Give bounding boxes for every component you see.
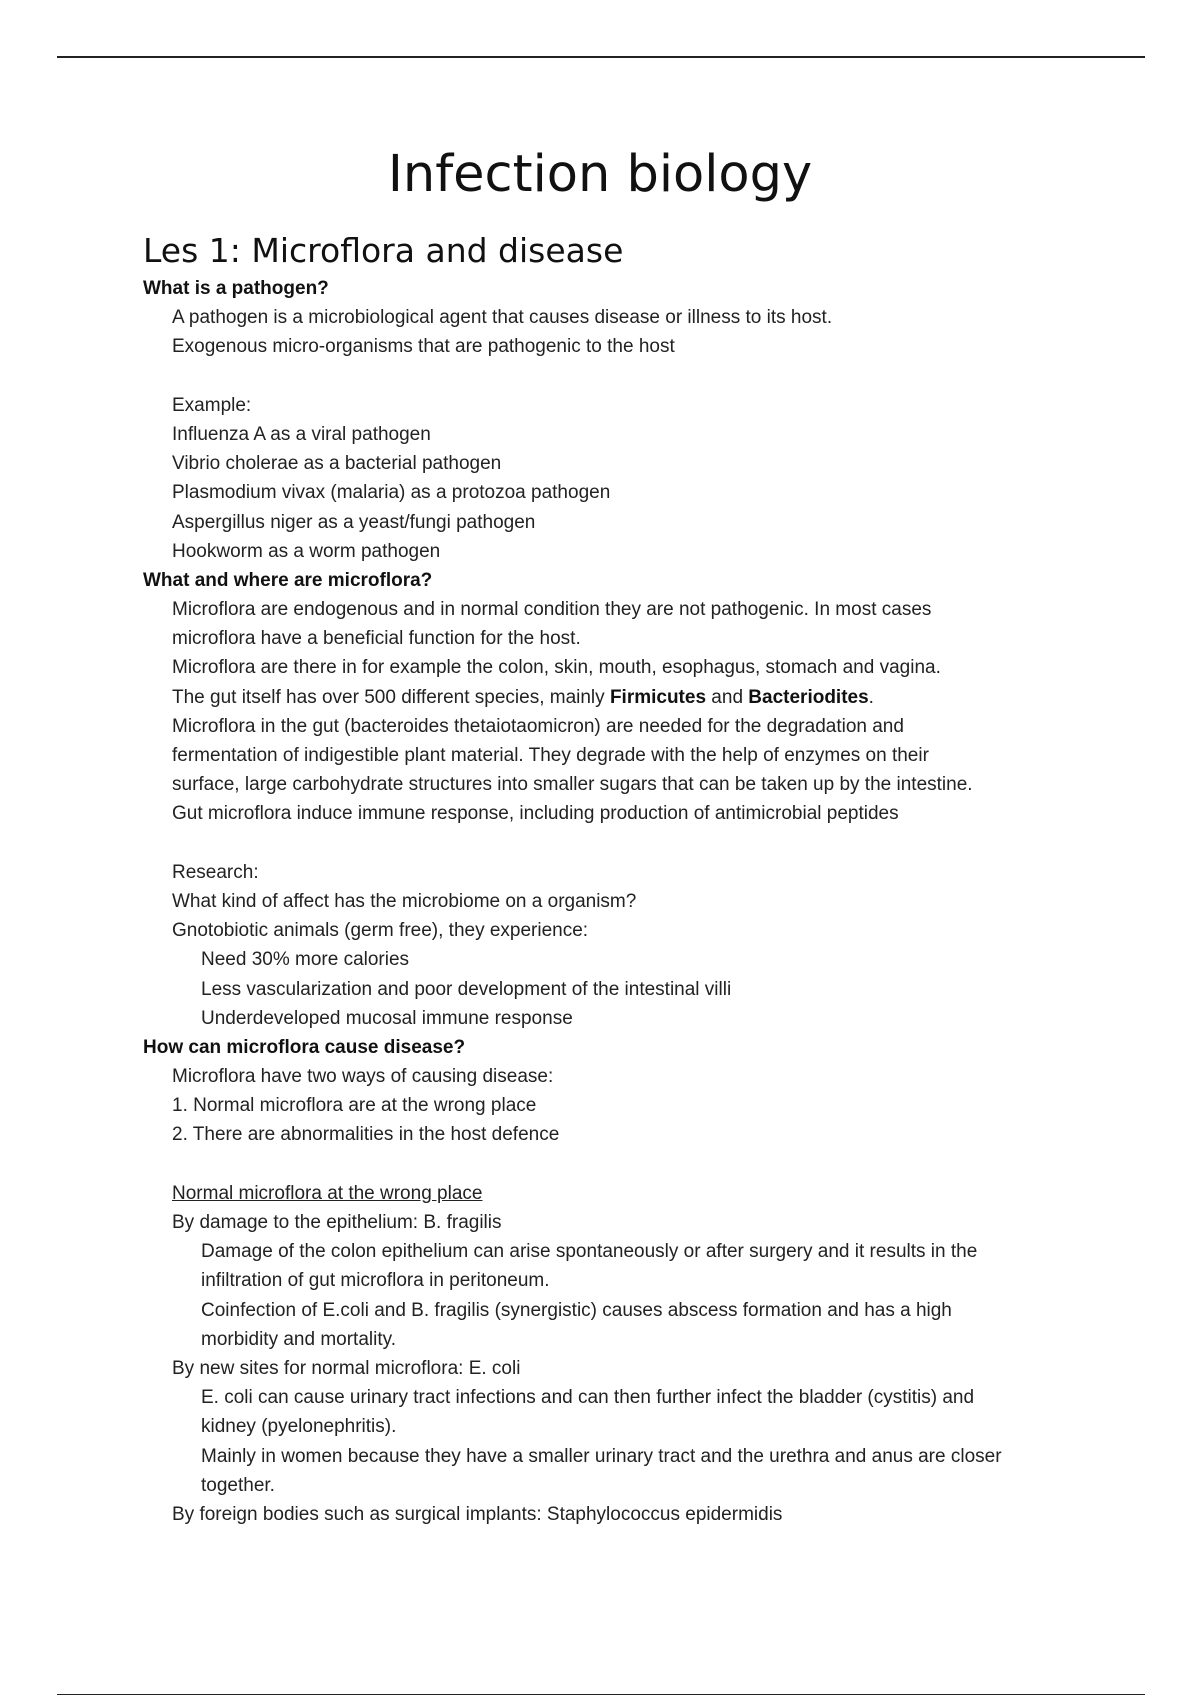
numbered-item: 1. Normal microflora are at the wrong place [172,1095,537,1117]
paragraph-line: Gnotobiotic animals (germ free), they experience: [172,920,589,942]
text-run: The gut itself has over 500 different species, mainly [172,686,610,708]
paragraph-line: infiltration of gut microflora in peritoneum. [201,1270,550,1292]
paragraph-line: Microflora are endogenous and in normal condition they are not pathogenic. In most cases [172,599,932,621]
paragraph-line: E. coli can cause urinary tract infections and can then further infect the bladder (cystitis) and [201,1387,975,1409]
paragraph-line: Microflora are there in for example the colon, skin, mouth, esophagus, stomach and vagina. [172,657,941,679]
paragraph-line: microflora have a beneficial function for the host. [172,628,581,650]
top-rule [57,56,1145,58]
paragraph-line: Mainly in women because they have a smaller urinary tract and the urethra and anus are closer [201,1445,1002,1467]
example-item: Aspergillus niger as a yeast/fungi pathogen [172,511,536,533]
example-label: Example: [172,394,252,416]
paragraph-line: Damage of the colon epithelium can arise spontaneously or after surgery and it results in the [201,1241,978,1263]
paragraph-line: kidney (pyelonephritis). [201,1416,397,1438]
text-run: and [706,686,749,708]
bold-term-firmicutes: Firmicutes [609,686,707,708]
example-item: Plasmodium vivax (malaria) as a protozoa pathogen [172,482,611,504]
question-cause-disease: How can microflora cause disease? [143,1036,466,1058]
paragraph-line: together. [201,1474,275,1496]
numbered-item: 2. There are abnormalities in the host defence [172,1124,560,1146]
spacer [143,1150,1143,1179]
document-title: Infection biology [387,145,813,204]
paragraph-line: What kind of affect has the microbiome on a organism? [172,890,637,912]
paragraph-line [143,683,1143,712]
text-run: . [868,686,874,708]
research-item: Underdeveloped mucosal immune response [201,1007,573,1029]
subheading [143,1179,1143,1208]
bold-term-bacteriodites: Bacteriodites [748,686,869,708]
question-microflora: What and where are microflora? [143,569,433,591]
paragraph-line: Microflora have two ways of causing disease: [172,1066,554,1088]
paragraph-line: surface, large carbohydrate structures into smaller sugars that can be taken up by the intestine. [172,774,973,796]
paragraph-line: Gut microflora induce immune response, including production of antimicrobial peptides [172,803,899,825]
example-item: Hookworm as a worm pathogen [172,540,441,562]
paragraph-line: Microflora in the gut (bacteroides thetaiotaomicron) are needed for the degradation and [172,715,904,737]
subheading-text: Normal microflora at the wrong place [172,1182,483,1204]
paragraph-line: fermentation of indigestible plant material. They degrade with the help of enzymes on their [172,745,929,766]
paragraph-line: A pathogen is a microbiological agent that causes disease or illness to its host. [172,307,833,329]
example-item: Vibrio cholerae as a bacterial pathogen [172,453,502,475]
lesson-heading: Les 1: Microflora and disease [143,231,624,270]
spacer [143,829,1143,858]
research-item: Less vascularization and poor development of the intestinal villi [201,978,732,1000]
bottom-rule [57,1694,1145,1695]
research-item: Need 30% more calories [201,949,410,971]
paragraph-line: Coinfection of E.coli and B. fragilis (synergistic) causes abscess formation and has a high [201,1299,952,1321]
paragraph-line: morbidity and mortality. [201,1328,396,1350]
example-item: Influenza A as a viral pathogen [172,423,431,445]
paragraph-line: By foreign bodies such as surgical implants: Staphylococcus epidermidis [172,1503,783,1525]
document-body [143,274,1143,1529]
paragraph-line: Exogenous micro-organisms that are pathogenic to the host [172,336,675,358]
question-what-is-pathogen: What is a pathogen? [143,278,329,299]
paragraph-line: By new sites for normal microflora: E. coli [172,1357,521,1379]
paragraph-line: By damage to the epithelium: B. fragilis [172,1212,502,1233]
spacer [143,362,1143,391]
research-label: Research: [172,861,259,883]
